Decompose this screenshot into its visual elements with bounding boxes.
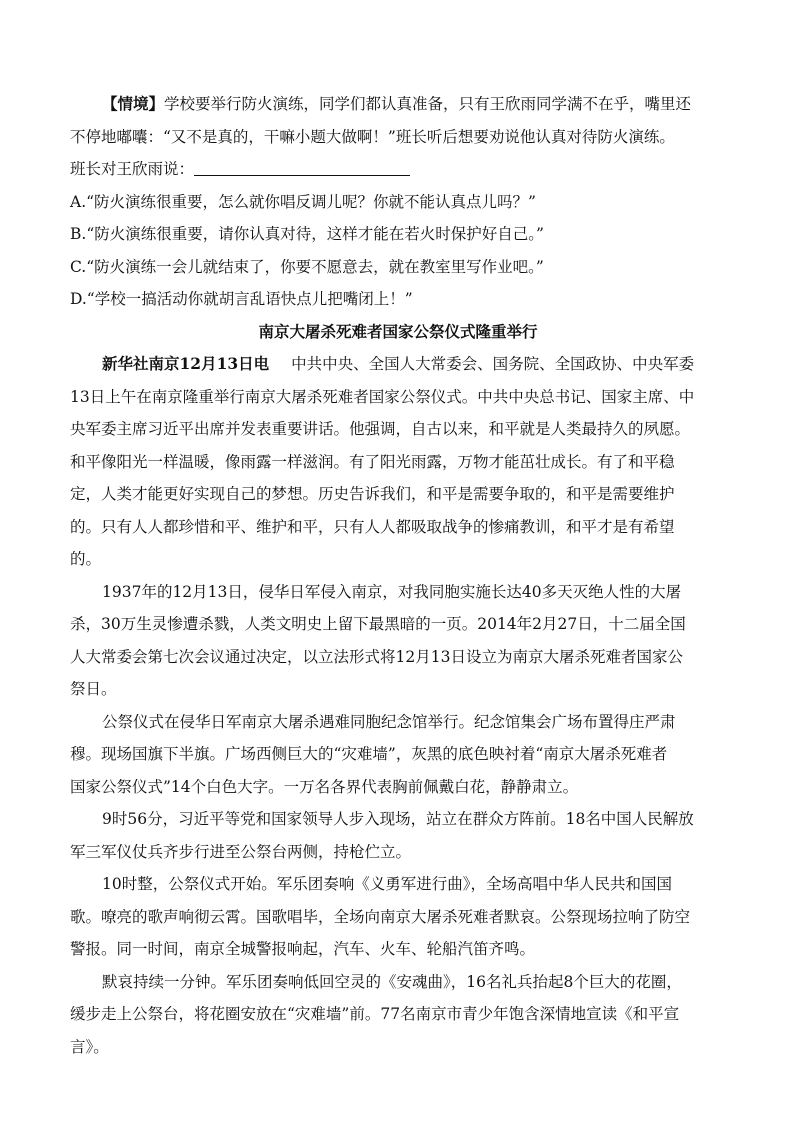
option-b: B.“防火演练很重要，请你认真对待，这样才能在若火时保护好自己。” xyxy=(70,225,544,243)
situation-text-1: 学校要举行防火演练，同学们都认真准备，只有王欣雨同学满不在乎，嘴里还 xyxy=(164,95,692,113)
paragraph-text: 中共中央、全国人大常委会、国务院、全国政协、中央军委 xyxy=(291,355,695,373)
paragraph-line: 的。只有人人都珍惜和平、维护和平，只有人人都吸取战争的惨痛教训，和平才是有希望 xyxy=(70,517,675,536)
paragraph-line: 央军委主席习近平出席并发表重要讲话。他强调，自古以来，和平就是人类最持久的夙愿。 xyxy=(70,420,691,438)
paragraph-line: 国家公祭仪式”14个白色大字。一万名各界代表胸前佩戴白花，静静肃立。 xyxy=(70,777,579,796)
answer-blank[interactable] xyxy=(194,157,410,176)
paragraph-line: 的。 xyxy=(70,550,102,568)
paragraph-line: 定，人类才能更好实现自己的梦想。历史告诉我们，和平是需要争取的，和平是需要维护 xyxy=(70,485,675,503)
situation-prompt: 班长对王欣雨说： xyxy=(70,160,195,178)
article-paragraph-4 xyxy=(70,803,726,868)
article-paragraph-3 xyxy=(70,706,726,804)
paragraph-line: 杀，30万生灵惨遭杀戮，人类文明史上留下最黑暗的一页。2014年2月27日，十二届全国 xyxy=(70,615,686,633)
article-paragraph-6 xyxy=(70,966,726,1064)
situation-line-2: 不停地嘟囔：“又不是真的，干嘛小题大做啊！”班长听后想要劝说他认真对待防火演练。 xyxy=(70,127,675,146)
paragraph-line: 祭日。 xyxy=(70,680,117,698)
option-a: A.“防火演练很重要，怎么就你唱反调儿呢？你就不能认真点儿吗？” xyxy=(70,192,536,211)
article-title: 南京大屠杀死难者国家公祭仪式隆重举行 xyxy=(258,321,538,341)
paragraph-line: 公祭仪式在侵华日军南京大屠杀遇难同胞纪念馆举行。纪念馆集会广场布置得庄严肃 xyxy=(102,712,676,731)
paragraph-line: 9时56分，习近平等党和国家领导人步入现场，站立在群众方阵前。18名中国人民解放 xyxy=(102,810,694,828)
article-paragraph-1 xyxy=(70,348,726,576)
paragraph-line: 1937年的12月13日，侵华日军侵入南京，对我同胞实施长达40多天灭绝人性的大屠 xyxy=(102,582,682,601)
paragraph-line: 言》。 xyxy=(70,1037,109,1056)
paragraph-line: 和平像阳光一样温暖，像雨露一样滋润。有了阳光雨露，万物才能茁壮成长。有了和平稳 xyxy=(70,452,675,471)
situation-prompt-line xyxy=(70,153,726,186)
option-c: C.“防火演练一会儿就结束了，你要不愿意去，就在教室里写作业吧。” xyxy=(70,257,544,276)
paragraph-line: 默哀持续一分钟。军乐团奏响低回空灵的《安魂曲》，16名礼兵抬起8个巨大的花圈， xyxy=(102,972,682,991)
paragraph-line: 歌。嘹亮的歌声响彻云霄。国歌唱毕，全场向南京大屠杀死难者默哀。公祭现场拉响了防空 xyxy=(70,907,691,926)
paragraph-line: 人大常委会第七次会议通过决定，以立法形式将12月13日设立为南京大屠杀死难者国家公 xyxy=(70,647,683,666)
article-dateline: 新华社南京12月13日电 xyxy=(102,354,270,373)
paragraph-line: 10时整，公祭仪式开始。军乐团奏响《义勇军进行曲》，全场高唱中华人民共和国国 xyxy=(102,875,672,893)
paragraph-line: 缓步走上公祭台，将花圈安放在“灾难墙”前。77名南京市青少年饱含深情地宣读《和平宣 xyxy=(70,1005,680,1023)
paragraph-line: 穆。现场国旗下半旗。广场西侧巨大的“灾难墙”，灰黑的底色映衬着“南京大屠杀死难者 xyxy=(70,745,668,763)
situation-line-1 xyxy=(70,88,726,121)
paragraph-line: 警报。同一时间，南京全城警报响起，汽车、火车、轮船汽笛齐鸣。 xyxy=(70,940,536,958)
paragraph-line: 军三军仪仗兵齐步行进至公祭台两侧，持枪伫立。 xyxy=(70,842,412,861)
situation-tag: 【情境】 xyxy=(102,94,165,113)
document-page xyxy=(70,88,726,1063)
article-paragraph-5 xyxy=(70,868,726,966)
paragraph-line: 13日上午在南京隆重举行南京大屠杀死难者国家公祭仪式。中共中央总书记、国家主席、中 xyxy=(70,387,695,406)
paragraph-line xyxy=(70,348,726,381)
article-paragraph-2 xyxy=(70,576,726,706)
option-d: D.“学校一搞活动你就胡言乱语快点儿把嘴闭上！” xyxy=(70,290,413,308)
